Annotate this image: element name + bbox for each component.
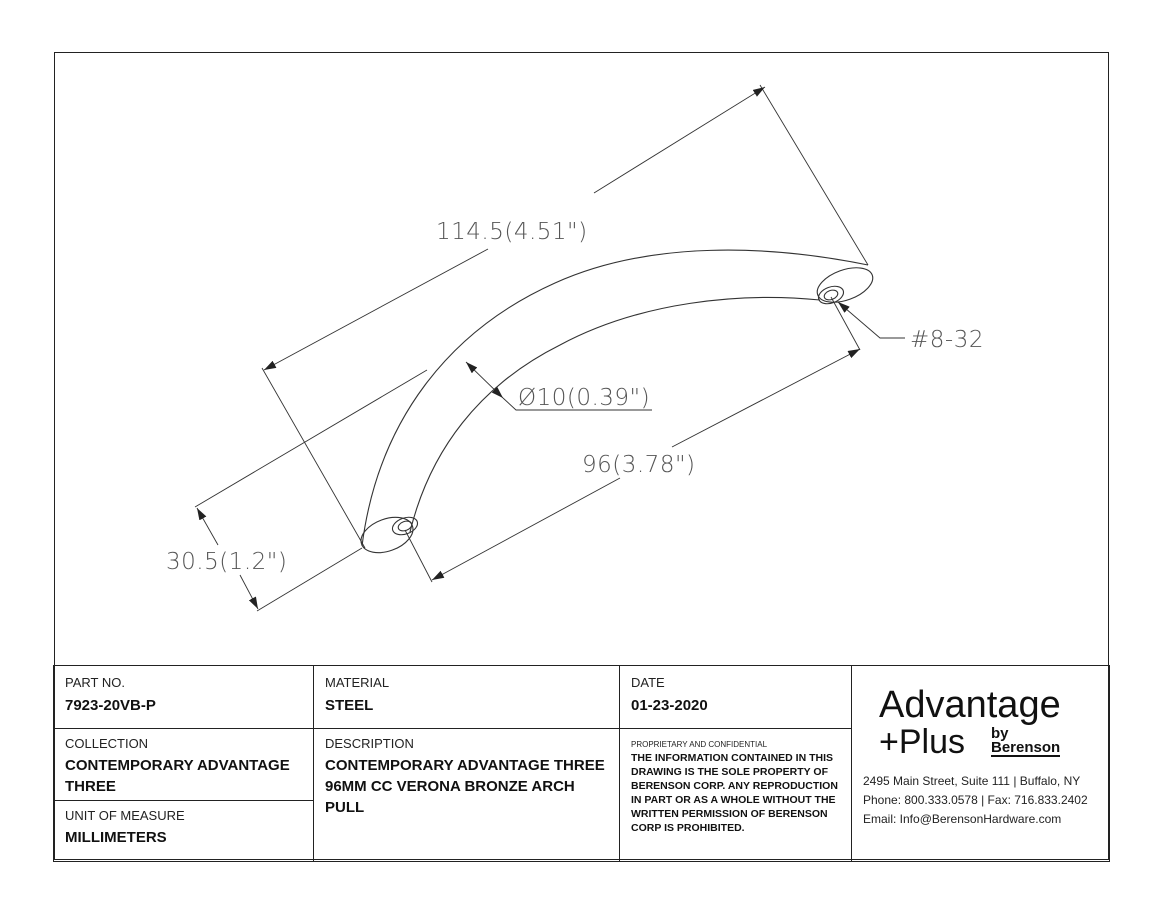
date-label: DATE: [631, 675, 665, 690]
material-value: STEEL: [325, 697, 374, 714]
brand-address: 2495 Main Street, Suite 111 | Buffalo, NY: [863, 774, 1081, 788]
brand-contact: [863, 772, 1103, 829]
unit-label: UNIT OF MEASURE: [65, 808, 185, 823]
collection-label: COLLECTION: [65, 736, 149, 751]
ext-line-center-left: [405, 530, 432, 582]
dim-line-center-a: [432, 478, 620, 580]
part-no-cell: [65, 675, 305, 716]
collection-cell: [65, 736, 305, 797]
ext-line-right-overall: [760, 85, 868, 265]
right-thread-hole-inner: [823, 288, 839, 301]
collection-value: CONTEMPORARY ADVANTAGE THREE: [65, 757, 290, 795]
description-value: CONTEMPORARY ADVANTAGE THREE 96MM CC VERONA BRONZE ARCH PULL: [325, 757, 605, 816]
brand-logo-by: by: [991, 725, 1009, 742]
pull-inner-edge: [410, 297, 820, 532]
dim-line-overall-b: [594, 87, 765, 193]
dim-line-height-b: [240, 575, 258, 609]
brand-email: Email: Info@BerensonHardware.com: [863, 812, 1062, 826]
brand-logo-company: Berenson: [991, 739, 1061, 756]
ext-line-center-right: [831, 297, 860, 350]
brand-logo-line2-row: [879, 724, 1103, 760]
part-no-label: PART NO.: [65, 675, 125, 690]
description-label: DESCRIPTION: [325, 736, 414, 751]
description-cell: [325, 736, 610, 818]
dim-diameter-label: Ø10(0.39"): [518, 385, 651, 411]
unit-cell: [65, 808, 305, 848]
dim-center-label: 96(3.78"): [582, 452, 696, 478]
dim-height-label: 30.5(1.2"): [166, 549, 288, 575]
dim-line-center-b: [672, 349, 860, 447]
brand-logo-line1: Advantage: [879, 684, 1061, 726]
dim-overall-label: 114.5(4.51"): [436, 219, 588, 245]
brand-cell: [863, 686, 1103, 829]
proprietary-notice: THE INFORMATION CONTAINED IN THIS DRAWING IS THE SOLE PROPERTY OF BERENSON CORP. ANY REPRODUCTION IN PART OR AS A WHOLE WITHOUT THE WRITTEN PERMISSION OF BERENSON CORP IS PROHIBITED.: [631, 752, 838, 834]
date-value: 01-23-2020: [631, 697, 708, 714]
right-thread-hole-outer: [816, 283, 846, 307]
leader-thread: [838, 302, 905, 338]
left-end-face: [356, 511, 418, 560]
material-cell: [325, 675, 605, 716]
proprietary-label: PROPRIETARY AND CONFIDENTIAL: [631, 740, 768, 749]
date-cell: [631, 675, 841, 716]
thread-label: #8-32: [910, 327, 984, 353]
brand-phone: Phone: 800.333.0578 | Fax: 716.833.2402: [863, 793, 1088, 807]
unit-value: MILLIMETERS: [65, 829, 167, 846]
material-label: MATERIAL: [325, 675, 390, 690]
right-end-face: [813, 261, 878, 309]
proprietary-cell: [631, 740, 843, 835]
dim-line-height-a: [197, 508, 218, 545]
brand-logo-line2: +Plus: [879, 723, 965, 761]
title-block: [53, 665, 1110, 862]
dim-line-diameter: [466, 362, 503, 398]
part-no-value: 7923-20VB-P: [65, 697, 156, 714]
